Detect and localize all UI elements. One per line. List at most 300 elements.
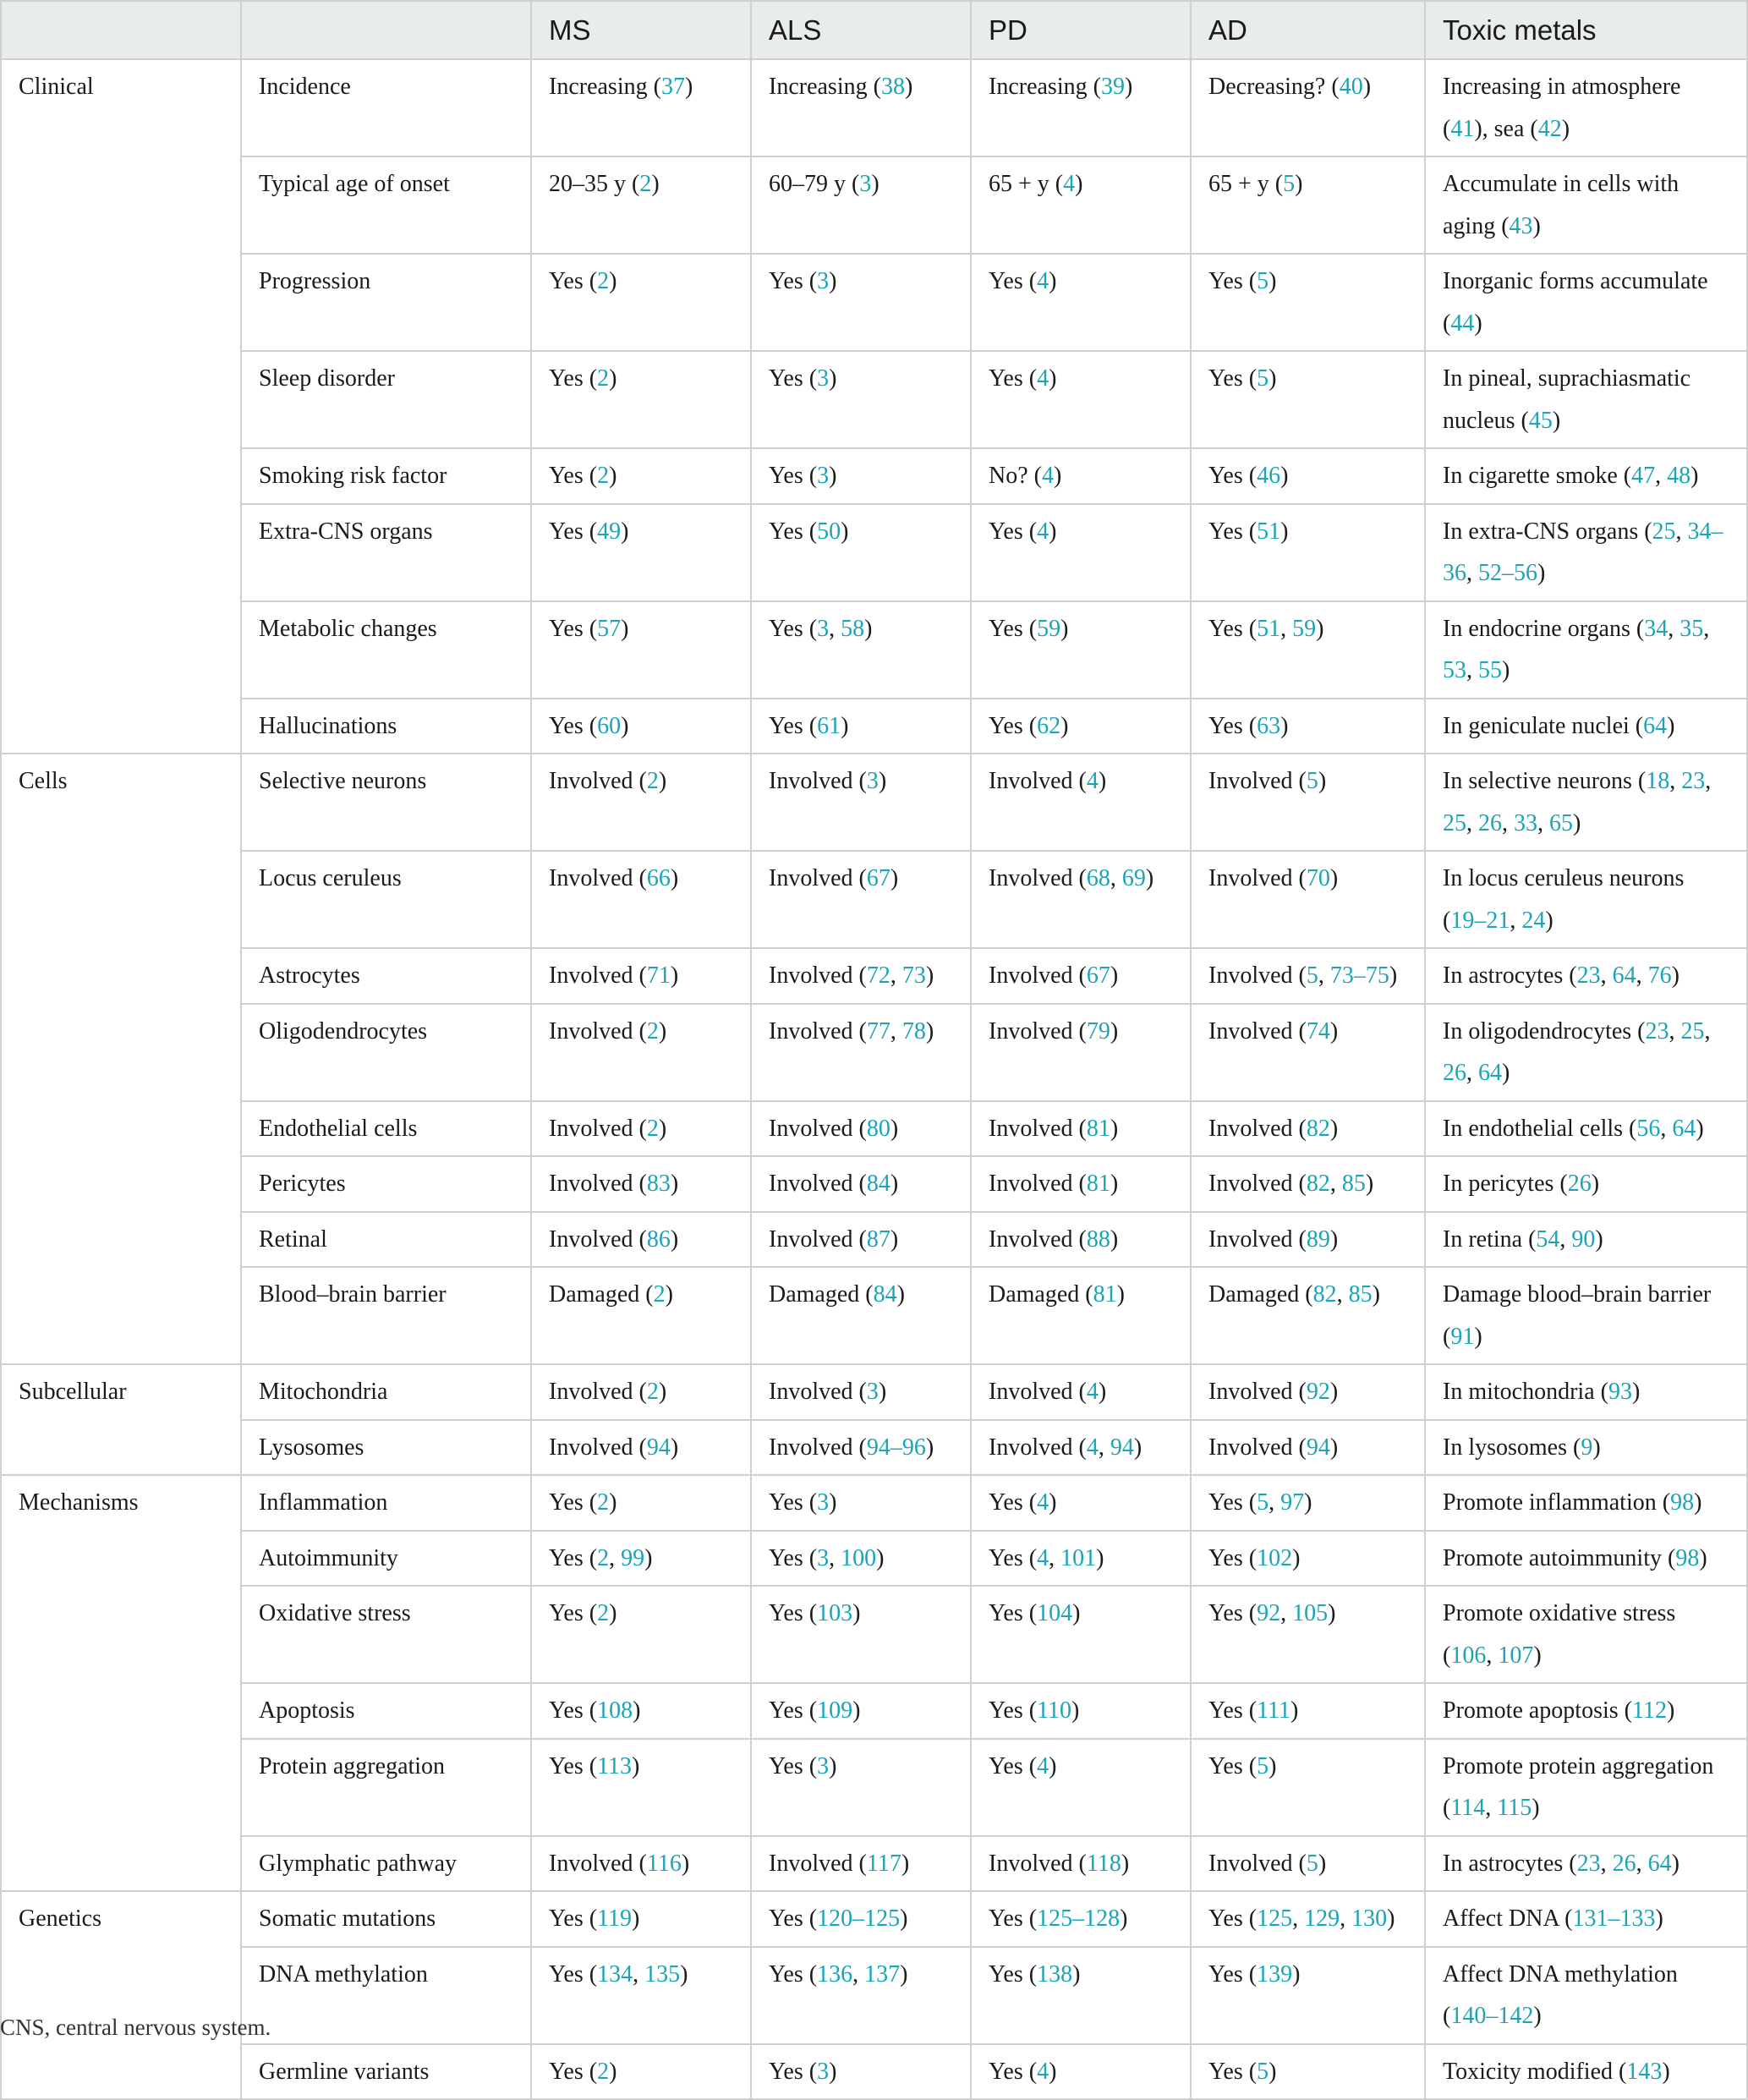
table-cell: Damaged (2) bbox=[531, 1267, 751, 1364]
reference-link[interactable]: 5 bbox=[1306, 1850, 1318, 1877]
row-label: Sleep disorder bbox=[241, 351, 531, 448]
reference-link[interactable]: 79 bbox=[1086, 1017, 1110, 1045]
reference-link[interactable]: 129 bbox=[1304, 1905, 1340, 1932]
reference-link[interactable]: 108 bbox=[597, 1697, 633, 1724]
reference-link[interactable]: 2 bbox=[597, 2058, 610, 2085]
table-cell: Involved (67) bbox=[751, 851, 971, 948]
table-cell: Damage blood–brain barrier (91) bbox=[1425, 1267, 1747, 1364]
table-cell: Yes (4, 101) bbox=[971, 1531, 1191, 1587]
reference-link[interactable]: 81 bbox=[1086, 1115, 1110, 1142]
reference-link[interactable]: 66 bbox=[646, 865, 671, 891]
reference-link[interactable]: 82 bbox=[1306, 1171, 1330, 1197]
table-cell: Damaged (81) bbox=[971, 1267, 1191, 1364]
table-cell: Yes (5) bbox=[1191, 2044, 1425, 2100]
reference-link[interactable]: 5 bbox=[1257, 365, 1269, 392]
reference-link[interactable]: 140–142 bbox=[1450, 2003, 1534, 2029]
table-cell: Yes (109) bbox=[751, 1683, 971, 1739]
table-footnote: CNS, central nervous system. bbox=[0, 2015, 271, 2040]
table-row bbox=[1, 1004, 1747, 1101]
reference-link[interactable]: 111 bbox=[1257, 1697, 1290, 1724]
reference-link[interactable]: 83 bbox=[646, 1171, 671, 1197]
category-cell: Subcellular bbox=[1, 1364, 241, 1475]
table-row bbox=[1, 1531, 1747, 1587]
reference-link[interactable]: 72 bbox=[866, 962, 890, 989]
row-label: Smoking risk factor bbox=[241, 448, 531, 504]
table-cell: Yes (5) bbox=[1191, 1739, 1425, 1836]
reference-link[interactable]: 125 bbox=[1257, 1905, 1293, 1932]
table-cell: Yes (3) bbox=[751, 2044, 971, 2100]
reference-link[interactable]: 3 bbox=[817, 2058, 830, 2085]
table-row bbox=[1, 1739, 1747, 1836]
reference-link[interactable]: 101 bbox=[1060, 1544, 1097, 1571]
reference-link[interactable]: 82 bbox=[1312, 1281, 1337, 1308]
reference-link[interactable]: 62 bbox=[1037, 712, 1061, 739]
table-cell: Promote oxidative stress (106, 107) bbox=[1425, 1586, 1747, 1683]
reference-link[interactable]: 85 bbox=[1348, 1281, 1373, 1308]
reference-link[interactable]: 114 bbox=[1450, 1795, 1486, 1821]
reference-link[interactable]: 106 bbox=[1450, 1642, 1487, 1669]
table-cell: Involved (74) bbox=[1191, 1004, 1425, 1101]
reference-link[interactable]: 89 bbox=[1306, 1225, 1330, 1253]
table-cell: In astrocytes (23, 64, 76) bbox=[1425, 948, 1747, 1004]
table-row bbox=[1, 448, 1747, 504]
reference-link[interactable]: 2 bbox=[597, 1544, 610, 1571]
category-cell: Mechanisms bbox=[1, 1475, 241, 1891]
reference-link[interactable]: 4 bbox=[1037, 268, 1049, 294]
reference-link[interactable]: 59 bbox=[1037, 615, 1061, 642]
table-row bbox=[1, 1891, 1747, 1947]
table-cell: Yes (2) bbox=[531, 1475, 751, 1531]
reference-link[interactable]: 25 bbox=[1652, 518, 1676, 545]
reference-link[interactable]: 34–36 bbox=[1443, 518, 1723, 586]
reference-link[interactable]: 117 bbox=[866, 1850, 901, 1877]
table-cell: Increasing in atmosphere (41), sea (42) bbox=[1425, 59, 1747, 156]
table-row bbox=[1, 1475, 1747, 1531]
reference-link[interactable]: 55 bbox=[1478, 657, 1502, 683]
reference-link[interactable]: 60 bbox=[597, 712, 622, 739]
table-cell: In geniculate nuclei (64) bbox=[1425, 699, 1747, 754]
table-cell: Involved (80) bbox=[751, 1101, 971, 1157]
table-cell: Decreasing? (40) bbox=[1191, 59, 1425, 156]
reference-link[interactable]: 64 bbox=[1478, 1060, 1502, 1086]
table-cell: Involved (117) bbox=[751, 1836, 971, 1892]
table-cell: Yes (2) bbox=[531, 351, 751, 448]
table-cell: Involved (94–96) bbox=[751, 1420, 971, 1476]
reference-link[interactable]: 88 bbox=[1086, 1225, 1110, 1253]
reference-link[interactable]: 76 bbox=[1647, 962, 1672, 989]
table-cell: Promote autoimmunity (98) bbox=[1425, 1531, 1747, 1587]
reference-link[interactable]: 90 bbox=[1571, 1225, 1596, 1253]
reference-link[interactable]: 2 bbox=[597, 1489, 610, 1516]
table-body bbox=[1, 59, 1747, 2099]
table-cell: Affect DNA methylation (140–142) bbox=[1425, 1947, 1747, 2044]
reference-link[interactable]: 23 bbox=[1576, 1850, 1601, 1877]
reference-link[interactable]: 67 bbox=[866, 865, 890, 891]
row-label: Astrocytes bbox=[241, 948, 531, 1004]
table-cell: Yes (134, 135) bbox=[531, 1947, 751, 2044]
table-cell: Involved (72, 73) bbox=[751, 948, 971, 1004]
reference-link[interactable]: 52–56 bbox=[1478, 560, 1537, 586]
reference-link[interactable]: 50 bbox=[817, 518, 841, 545]
table-cell: Yes (3, 100) bbox=[751, 1531, 971, 1587]
reference-link[interactable]: 136 bbox=[817, 1960, 853, 1988]
table-cell: Yes (4) bbox=[971, 1739, 1191, 1836]
column-header: Toxic metals bbox=[1425, 1, 1747, 59]
row-label: Lysosomes bbox=[241, 1420, 531, 1476]
reference-link[interactable]: 102 bbox=[1257, 1544, 1293, 1571]
reference-link[interactable]: 4 bbox=[1037, 2058, 1049, 2085]
reference-link[interactable]: 73–75 bbox=[1329, 962, 1389, 989]
reference-link[interactable]: 64 bbox=[1612, 962, 1636, 989]
table-cell: Yes (4) bbox=[971, 2044, 1191, 2100]
table-row bbox=[1, 1586, 1747, 1683]
reference-link[interactable]: 3 bbox=[859, 171, 872, 197]
table-cell: Yes (102) bbox=[1191, 1531, 1425, 1587]
table-cell: Yes (108) bbox=[531, 1683, 751, 1739]
reference-link[interactable]: 92 bbox=[1257, 1600, 1281, 1626]
reference-link[interactable]: 120–125 bbox=[817, 1905, 901, 1932]
reference-link[interactable]: 57 bbox=[597, 615, 622, 642]
table-cell: Involved (89) bbox=[1191, 1212, 1425, 1268]
reference-link[interactable]: 64 bbox=[1643, 712, 1668, 739]
reference-link[interactable]: 73 bbox=[901, 962, 926, 989]
reference-link[interactable]: 23 bbox=[1681, 768, 1706, 794]
reference-link[interactable]: 81 bbox=[1086, 1171, 1110, 1197]
reference-link[interactable]: 71 bbox=[646, 962, 671, 989]
reference-link[interactable]: 85 bbox=[1341, 1171, 1366, 1197]
table-cell: In locus ceruleus neurons (19–21, 24) bbox=[1425, 851, 1747, 948]
table-cell: Yes (4) bbox=[971, 1475, 1191, 1531]
reference-link[interactable]: 56 bbox=[1636, 1115, 1661, 1142]
reference-link[interactable]: 93 bbox=[1608, 1379, 1632, 1405]
row-label: Retinal bbox=[241, 1212, 531, 1268]
reference-link[interactable]: 44 bbox=[1450, 310, 1475, 337]
reference-link[interactable]: 25 bbox=[1443, 809, 1466, 836]
reference-link[interactable]: 40 bbox=[1339, 74, 1363, 100]
table-row bbox=[1, 156, 1747, 254]
reference-link[interactable]: 4 bbox=[1037, 365, 1049, 392]
reference-link[interactable]: 2 bbox=[646, 1017, 659, 1045]
reference-link[interactable]: 137 bbox=[864, 1960, 901, 1988]
reference-link[interactable]: 91 bbox=[1450, 1323, 1475, 1350]
reference-link[interactable]: 78 bbox=[901, 1017, 926, 1045]
reference-link[interactable]: 97 bbox=[1280, 1489, 1305, 1516]
reference-link[interactable]: 130 bbox=[1351, 1905, 1388, 1932]
reference-link[interactable]: 65 bbox=[1549, 809, 1573, 836]
reference-link[interactable]: 5 bbox=[1306, 768, 1318, 794]
reference-link[interactable]: 23 bbox=[1576, 962, 1601, 989]
table-cell: Damaged (84) bbox=[751, 1267, 971, 1364]
reference-link[interactable]: 39 bbox=[1100, 74, 1125, 100]
reference-link[interactable]: 109 bbox=[817, 1697, 853, 1724]
reference-link[interactable]: 103 bbox=[817, 1600, 853, 1626]
reference-link[interactable]: 64 bbox=[1672, 1115, 1696, 1142]
table-cell: In pineal, suprachiasmatic nucleus (45) bbox=[1425, 351, 1747, 448]
reference-link[interactable]: 3 bbox=[866, 768, 879, 794]
reference-link[interactable]: 38 bbox=[880, 74, 905, 100]
table-cell: Yes (3) bbox=[751, 254, 971, 351]
reference-link[interactable]: 35 bbox=[1680, 615, 1704, 642]
reference-link[interactable]: 5 bbox=[1257, 2058, 1269, 2085]
reference-link[interactable]: 18 bbox=[1646, 768, 1670, 794]
table-cell: Involved (83) bbox=[531, 1156, 751, 1212]
reference-link[interactable]: 77 bbox=[866, 1017, 890, 1045]
reference-link[interactable]: 4 bbox=[1037, 1544, 1049, 1571]
reference-link[interactable]: 3 bbox=[817, 1544, 830, 1571]
table-cell: Involved (81) bbox=[971, 1101, 1191, 1157]
reference-link[interactable]: 24 bbox=[1521, 907, 1546, 934]
reference-link[interactable]: 82 bbox=[1306, 1115, 1330, 1142]
table-cell: Accumulate in cells with aging (43) bbox=[1425, 156, 1747, 254]
reference-link[interactable]: 92 bbox=[1306, 1379, 1330, 1405]
table-cell: Yes (59) bbox=[971, 601, 1191, 699]
reference-link[interactable]: 4 bbox=[1086, 768, 1099, 794]
reference-link[interactable]: 86 bbox=[646, 1225, 671, 1253]
column-header: AD bbox=[1191, 1, 1425, 59]
reference-link[interactable]: 58 bbox=[841, 615, 865, 642]
table-cell: Yes (2, 99) bbox=[531, 1531, 751, 1587]
row-label: Hallucinations bbox=[241, 699, 531, 754]
table-cell: Increasing (38) bbox=[751, 59, 971, 156]
reference-link[interactable]: 112 bbox=[1632, 1697, 1667, 1724]
row-label: Endothelial cells bbox=[241, 1101, 531, 1157]
reference-link[interactable]: 2 bbox=[597, 268, 610, 294]
table-cell: Yes (139) bbox=[1191, 1947, 1425, 2044]
row-label: Protein aggregation bbox=[241, 1739, 531, 1836]
reference-link[interactable]: 2 bbox=[639, 171, 652, 197]
table-cell: No? (4) bbox=[971, 448, 1191, 504]
reference-link[interactable]: 51 bbox=[1257, 518, 1281, 545]
reference-link[interactable]: 94 bbox=[1306, 1434, 1330, 1461]
reference-link[interactable]: 105 bbox=[1292, 1600, 1329, 1626]
table-cell: Yes (136, 137) bbox=[751, 1947, 971, 2044]
table-cell: Yes (62) bbox=[971, 699, 1191, 754]
reference-link[interactable]: 5 bbox=[1257, 1489, 1269, 1516]
reference-link[interactable]: 98 bbox=[1675, 1544, 1700, 1571]
reference-link[interactable]: 2 bbox=[653, 1281, 666, 1308]
row-label: Glymphatic pathway bbox=[241, 1836, 531, 1892]
reference-link[interactable]: 5 bbox=[1257, 1752, 1269, 1779]
table-cell: In pericytes (26) bbox=[1425, 1156, 1747, 1212]
table-cell: Yes (120–125) bbox=[751, 1891, 971, 1947]
reference-link[interactable]: 4 bbox=[1037, 1752, 1049, 1779]
reference-link[interactable]: 94 bbox=[1110, 1434, 1134, 1461]
reference-link[interactable]: 4 bbox=[1041, 463, 1054, 489]
reference-link[interactable]: 115 bbox=[1497, 1795, 1532, 1821]
reference-link[interactable]: 5 bbox=[1283, 171, 1296, 197]
reference-link[interactable]: 3 bbox=[817, 1752, 830, 1779]
table-cell: Promote inflammation (98) bbox=[1425, 1475, 1747, 1531]
table-row bbox=[1, 59, 1747, 156]
table-cell: Involved (84) bbox=[751, 1156, 971, 1212]
reference-link[interactable]: 45 bbox=[1528, 407, 1553, 434]
reference-link[interactable]: 94–96 bbox=[866, 1434, 926, 1461]
reference-link[interactable]: 143 bbox=[1626, 2058, 1663, 2085]
table-cell: Toxicity modified (143) bbox=[1425, 2044, 1747, 2100]
reference-link[interactable]: 2 bbox=[646, 1115, 659, 1142]
reference-link[interactable]: 23 bbox=[1645, 1017, 1669, 1045]
table-cell: In selective neurons (18, 23, 25, 26, 33, 65) bbox=[1425, 754, 1747, 851]
table-cell: Yes (57) bbox=[531, 601, 751, 699]
reference-link[interactable]: 84 bbox=[866, 1171, 890, 1197]
reference-link[interactable]: 87 bbox=[866, 1225, 890, 1253]
reference-link[interactable]: 9 bbox=[1581, 1434, 1593, 1461]
table-cell: 65 + y (5) bbox=[1191, 156, 1425, 254]
reference-link[interactable]: 138 bbox=[1037, 1960, 1073, 1988]
reference-link[interactable]: 98 bbox=[1670, 1489, 1695, 1516]
reference-link[interactable]: 42 bbox=[1537, 115, 1562, 142]
table-cell: In cigarette smoke (47, 48) bbox=[1425, 448, 1747, 504]
table-row bbox=[1, 1267, 1747, 1364]
table-row bbox=[1, 1156, 1747, 1212]
reference-link[interactable]: 25 bbox=[1680, 1017, 1705, 1045]
reference-link[interactable]: 4 bbox=[1063, 171, 1076, 197]
row-label: Typical age of onset bbox=[241, 156, 531, 254]
reference-link[interactable]: 53 bbox=[1443, 657, 1466, 683]
reference-link[interactable]: 37 bbox=[660, 74, 685, 100]
row-label: Incidence bbox=[241, 59, 531, 156]
table-cell: Promote protein aggregation (114, 115) bbox=[1425, 1739, 1747, 1836]
reference-link[interactable]: 116 bbox=[646, 1850, 682, 1877]
table-cell: Yes (3) bbox=[751, 1475, 971, 1531]
table-cell: Yes (51, 59) bbox=[1191, 601, 1425, 699]
reference-link[interactable]: 19–21 bbox=[1450, 907, 1510, 934]
table-cell: Involved (70) bbox=[1191, 851, 1425, 948]
reference-link[interactable]: 51 bbox=[1257, 615, 1281, 642]
reference-link[interactable]: 61 bbox=[817, 712, 841, 739]
table-cell: Yes (3, 58) bbox=[751, 601, 971, 699]
reference-link[interactable]: 2 bbox=[597, 463, 610, 489]
table-cell: Yes (50) bbox=[751, 504, 971, 601]
reference-link[interactable]: 2 bbox=[646, 1379, 659, 1405]
table-cell: Involved (5, 73–75) bbox=[1191, 948, 1425, 1004]
reference-link[interactable]: 113 bbox=[597, 1752, 633, 1779]
reference-link[interactable]: 81 bbox=[1093, 1281, 1117, 1308]
table-row bbox=[1, 1836, 1747, 1892]
reference-link[interactable]: 64 bbox=[1647, 1850, 1672, 1877]
reference-link[interactable]: 107 bbox=[1498, 1642, 1534, 1669]
reference-link[interactable]: 74 bbox=[1306, 1017, 1330, 1045]
reference-link[interactable]: 33 bbox=[1514, 809, 1537, 836]
category-cell: Clinical bbox=[1, 59, 241, 754]
table-cell: Involved (4) bbox=[971, 754, 1191, 851]
table-row bbox=[1, 1420, 1747, 1476]
reference-link[interactable]: 4 bbox=[1037, 518, 1049, 545]
reference-link[interactable]: 26 bbox=[1567, 1171, 1592, 1197]
reference-link[interactable]: 100 bbox=[841, 1544, 877, 1571]
reference-link[interactable]: 99 bbox=[621, 1544, 645, 1571]
table-cell: Yes (60) bbox=[531, 699, 751, 754]
row-label: Autoimmunity bbox=[241, 1531, 531, 1587]
table-cell: Yes (61) bbox=[751, 699, 971, 754]
table-cell: Yes (138) bbox=[971, 1947, 1191, 2044]
reference-link[interactable]: 135 bbox=[644, 1960, 681, 1988]
reference-link[interactable]: 110 bbox=[1037, 1697, 1072, 1724]
reference-link[interactable]: 139 bbox=[1257, 1960, 1293, 1988]
reference-link[interactable]: 63 bbox=[1257, 712, 1281, 739]
reference-link[interactable]: 34 bbox=[1644, 615, 1669, 642]
reference-link[interactable]: 94 bbox=[646, 1434, 671, 1461]
table-cell: Yes (125–128) bbox=[971, 1891, 1191, 1947]
reference-link[interactable]: 26 bbox=[1443, 1060, 1466, 1086]
table-cell: Involved (67) bbox=[971, 948, 1191, 1004]
table-cell: Yes (63) bbox=[1191, 699, 1425, 754]
table-cell: Promote apoptosis (112) bbox=[1425, 1683, 1747, 1739]
reference-link[interactable]: 5 bbox=[1306, 962, 1318, 989]
table-cell: Involved (68, 69) bbox=[971, 851, 1191, 948]
reference-link[interactable]: 54 bbox=[1536, 1225, 1560, 1253]
column-header: ALS bbox=[751, 1, 971, 59]
reference-link[interactable]: 3 bbox=[817, 268, 830, 294]
table-cell: Involved (116) bbox=[531, 1836, 751, 1892]
table-cell: In astrocytes (23, 26, 64) bbox=[1425, 1836, 1747, 1892]
reference-link[interactable]: 43 bbox=[1509, 212, 1533, 239]
table-cell: Yes (46) bbox=[1191, 448, 1425, 504]
table-cell: Yes (51) bbox=[1191, 504, 1425, 601]
reference-link[interactable]: 131–133 bbox=[1572, 1905, 1656, 1932]
reference-link[interactable]: 48 bbox=[1667, 463, 1691, 489]
reference-link[interactable]: 134 bbox=[597, 1960, 633, 1988]
table-cell: Yes (113) bbox=[531, 1739, 751, 1836]
reference-link[interactable]: 4 bbox=[1086, 1379, 1099, 1405]
table-cell: 65 + y (4) bbox=[971, 156, 1191, 254]
reference-link[interactable]: 46 bbox=[1257, 463, 1281, 489]
reference-link[interactable]: 4 bbox=[1037, 1489, 1049, 1516]
reference-link[interactable]: 2 bbox=[597, 365, 610, 392]
reference-link[interactable]: 3 bbox=[817, 615, 830, 642]
table-row bbox=[1, 351, 1747, 448]
reference-link[interactable]: 3 bbox=[817, 1489, 830, 1516]
reference-link[interactable]: 104 bbox=[1037, 1600, 1073, 1626]
table-row bbox=[1, 699, 1747, 754]
table-cell: Involved (4, 94) bbox=[971, 1420, 1191, 1476]
table-cell: Yes (49) bbox=[531, 504, 751, 601]
reference-link[interactable]: 118 bbox=[1086, 1850, 1121, 1877]
column-header bbox=[1, 1, 241, 59]
reference-link[interactable]: 4 bbox=[1086, 1434, 1099, 1461]
reference-link[interactable]: 26 bbox=[1612, 1850, 1636, 1877]
table-cell: Involved (2) bbox=[531, 1364, 751, 1420]
reference-link[interactable]: 47 bbox=[1631, 463, 1656, 489]
table-cell: Yes (2) bbox=[531, 2044, 751, 2100]
reference-link[interactable]: 80 bbox=[866, 1115, 890, 1142]
reference-link[interactable]: 26 bbox=[1478, 809, 1502, 836]
row-label: Germline variants bbox=[241, 2044, 531, 2100]
table-row bbox=[1, 754, 1747, 851]
reference-link[interactable]: 3 bbox=[817, 463, 830, 489]
reference-link[interactable]: 67 bbox=[1086, 962, 1110, 989]
reference-link[interactable]: 49 bbox=[597, 518, 622, 545]
reference-link[interactable]: 69 bbox=[1121, 865, 1146, 891]
reference-link[interactable]: 84 bbox=[873, 1281, 897, 1308]
table-cell: Involved (86) bbox=[531, 1212, 751, 1268]
reference-link[interactable]: 3 bbox=[817, 365, 830, 392]
reference-link[interactable]: 2 bbox=[646, 768, 659, 794]
reference-link[interactable]: 119 bbox=[597, 1905, 633, 1932]
reference-link[interactable]: 70 bbox=[1306, 865, 1330, 891]
table-cell: Yes (103) bbox=[751, 1586, 971, 1683]
row-label: Inflammation bbox=[241, 1475, 531, 1531]
reference-link[interactable]: 41 bbox=[1450, 115, 1475, 142]
table-cell: 20–35 y (2) bbox=[531, 156, 751, 254]
reference-link[interactable]: 3 bbox=[866, 1379, 879, 1405]
reference-link[interactable]: 68 bbox=[1086, 865, 1110, 891]
table-cell: Involved (2) bbox=[531, 1101, 751, 1157]
reference-link[interactable]: 125–128 bbox=[1037, 1905, 1121, 1932]
reference-link[interactable]: 59 bbox=[1292, 615, 1317, 642]
reference-link[interactable]: 2 bbox=[597, 1600, 610, 1626]
reference-link[interactable]: 5 bbox=[1257, 268, 1269, 294]
